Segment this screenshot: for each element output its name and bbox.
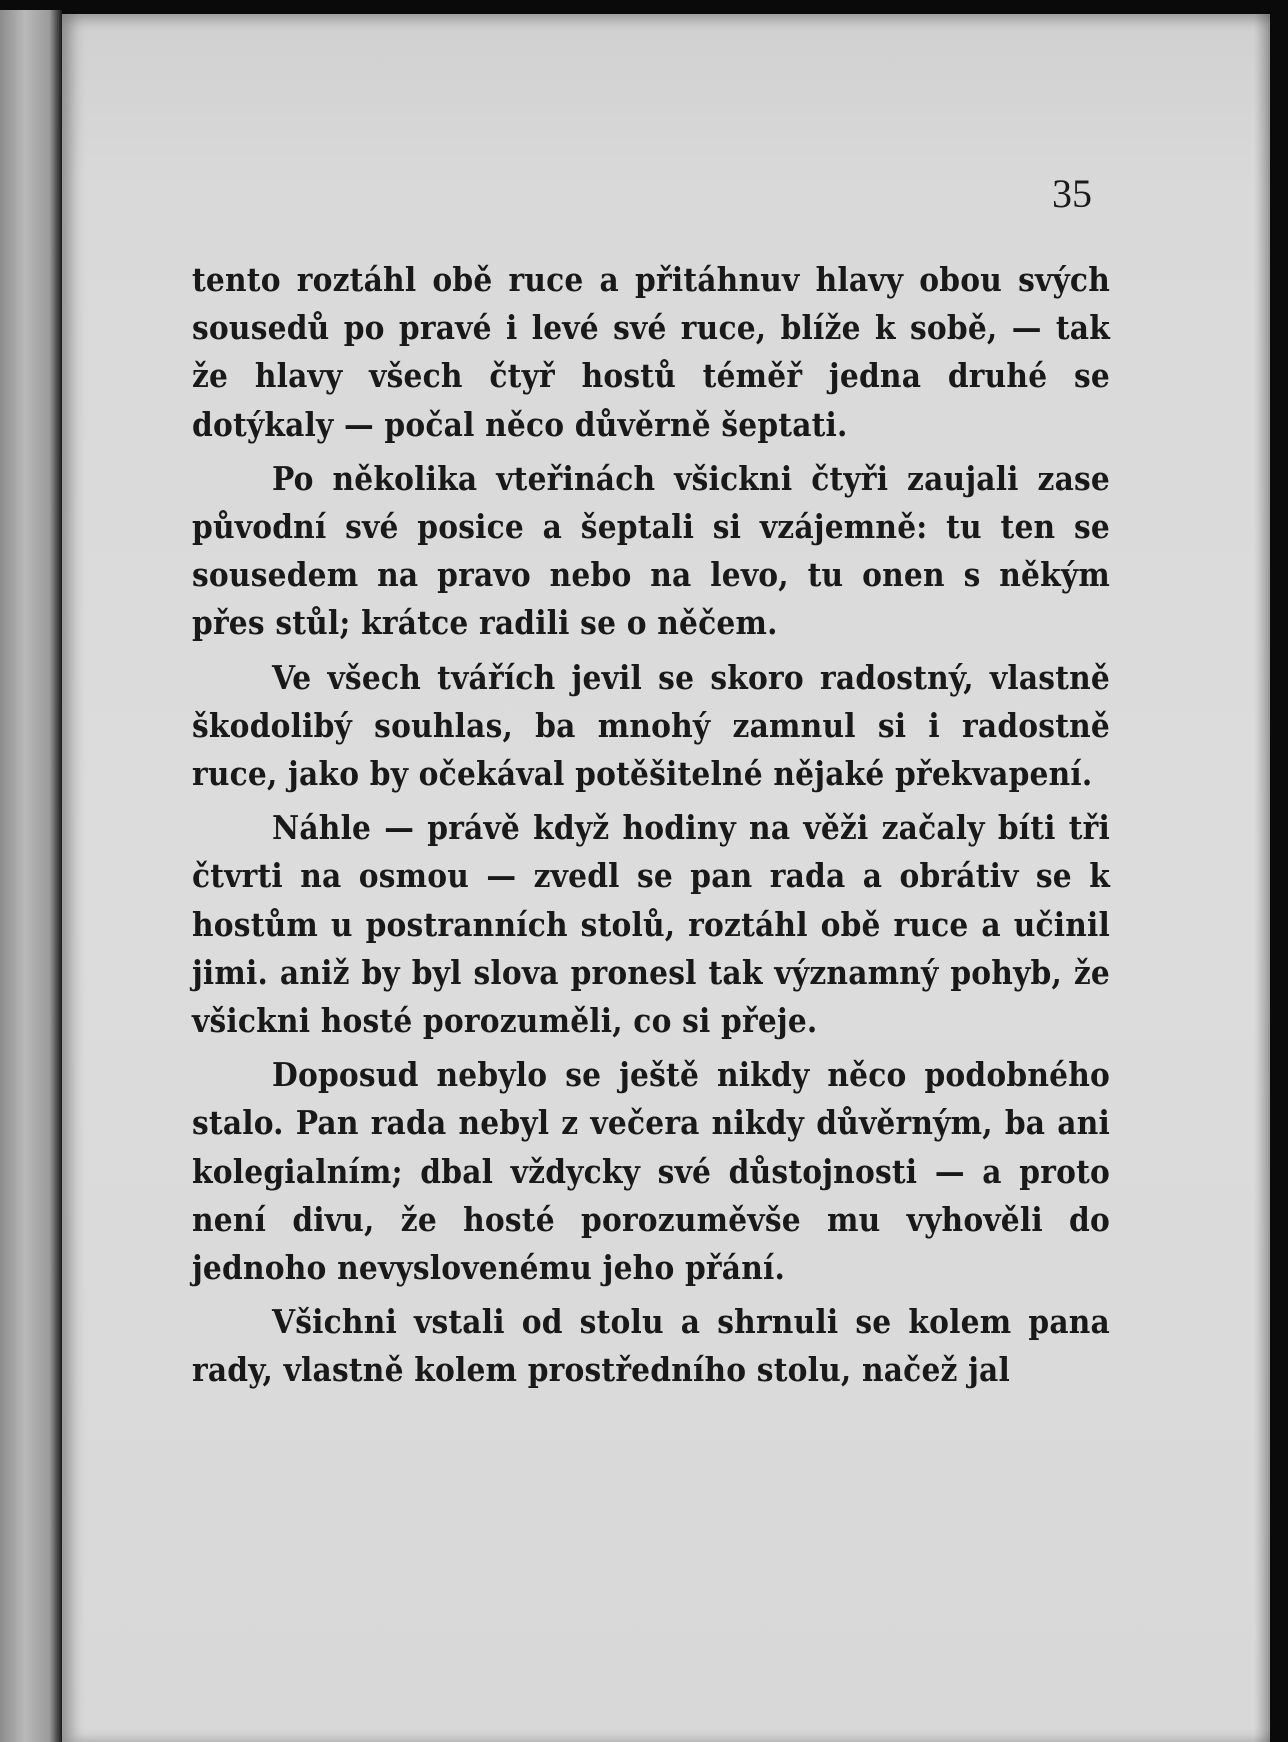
page-number: 35 — [1052, 171, 1092, 216]
previous-page-edge — [0, 10, 62, 1742]
paragraph-5: Doposud nebylo se ještě nikdy něco podobného stalo. Pan rada nebyl z večera nikdy důvěrným, ba ani kolegialním; dbal vždycky své důstojnosti — a proto není divu, že hosté porozuměvše mu vyhověli do jednoho nevyslovenému jeho přání. — [192, 1055, 1110, 1288]
paragraph-6: Všichni vstali od stolu a shrnuli se kolem pana rady, vlastně kolem prostředního stolu, načež jal — [192, 1302, 1110, 1390]
page-edge-shadow — [1254, 14, 1270, 1742]
paragraph-4: Náhle — právě když hodiny na věži začaly bíti tři čtvrti na osmou — zvedl se pan rada a obrátiv se k hostům u postranních stolů, roztáhl obě ruce a učinil jimi. aniž by byl slova pronesl tak významný pohyb, že všickni hosté porozuměli, co si přeje. — [192, 808, 1110, 1041]
book-page — [62, 14, 1270, 1742]
paragraph-3: Ve všech tvářích jevil se skoro radostný, vlastně škodolibý souhlas, ba mnohý zamnul si i radostně ruce, jako by očekával potěšitelné nějaké překvapení. — [192, 657, 1110, 794]
paragraph-2: Po několika vteřinách všickni čtyři zaujali zase původní své posice a šeptali si vzájemně: tu ten se sousedem na pravo nebo na levo, tu onen s někým přes stůl; krátce radili se o něčem. — [192, 458, 1110, 643]
page-text — [192, 256, 1110, 1395]
paragraph-1: tento roztáhl obě ruce a přitáhnuv hlavy obou svých sousedů po pravé i levé své ruce, blíže k sobě, — tak že hlavy všech čtyř hostů téměř jedna druhé se dotýkaly — počal něco důvěrně šeptati. — [192, 260, 1110, 444]
